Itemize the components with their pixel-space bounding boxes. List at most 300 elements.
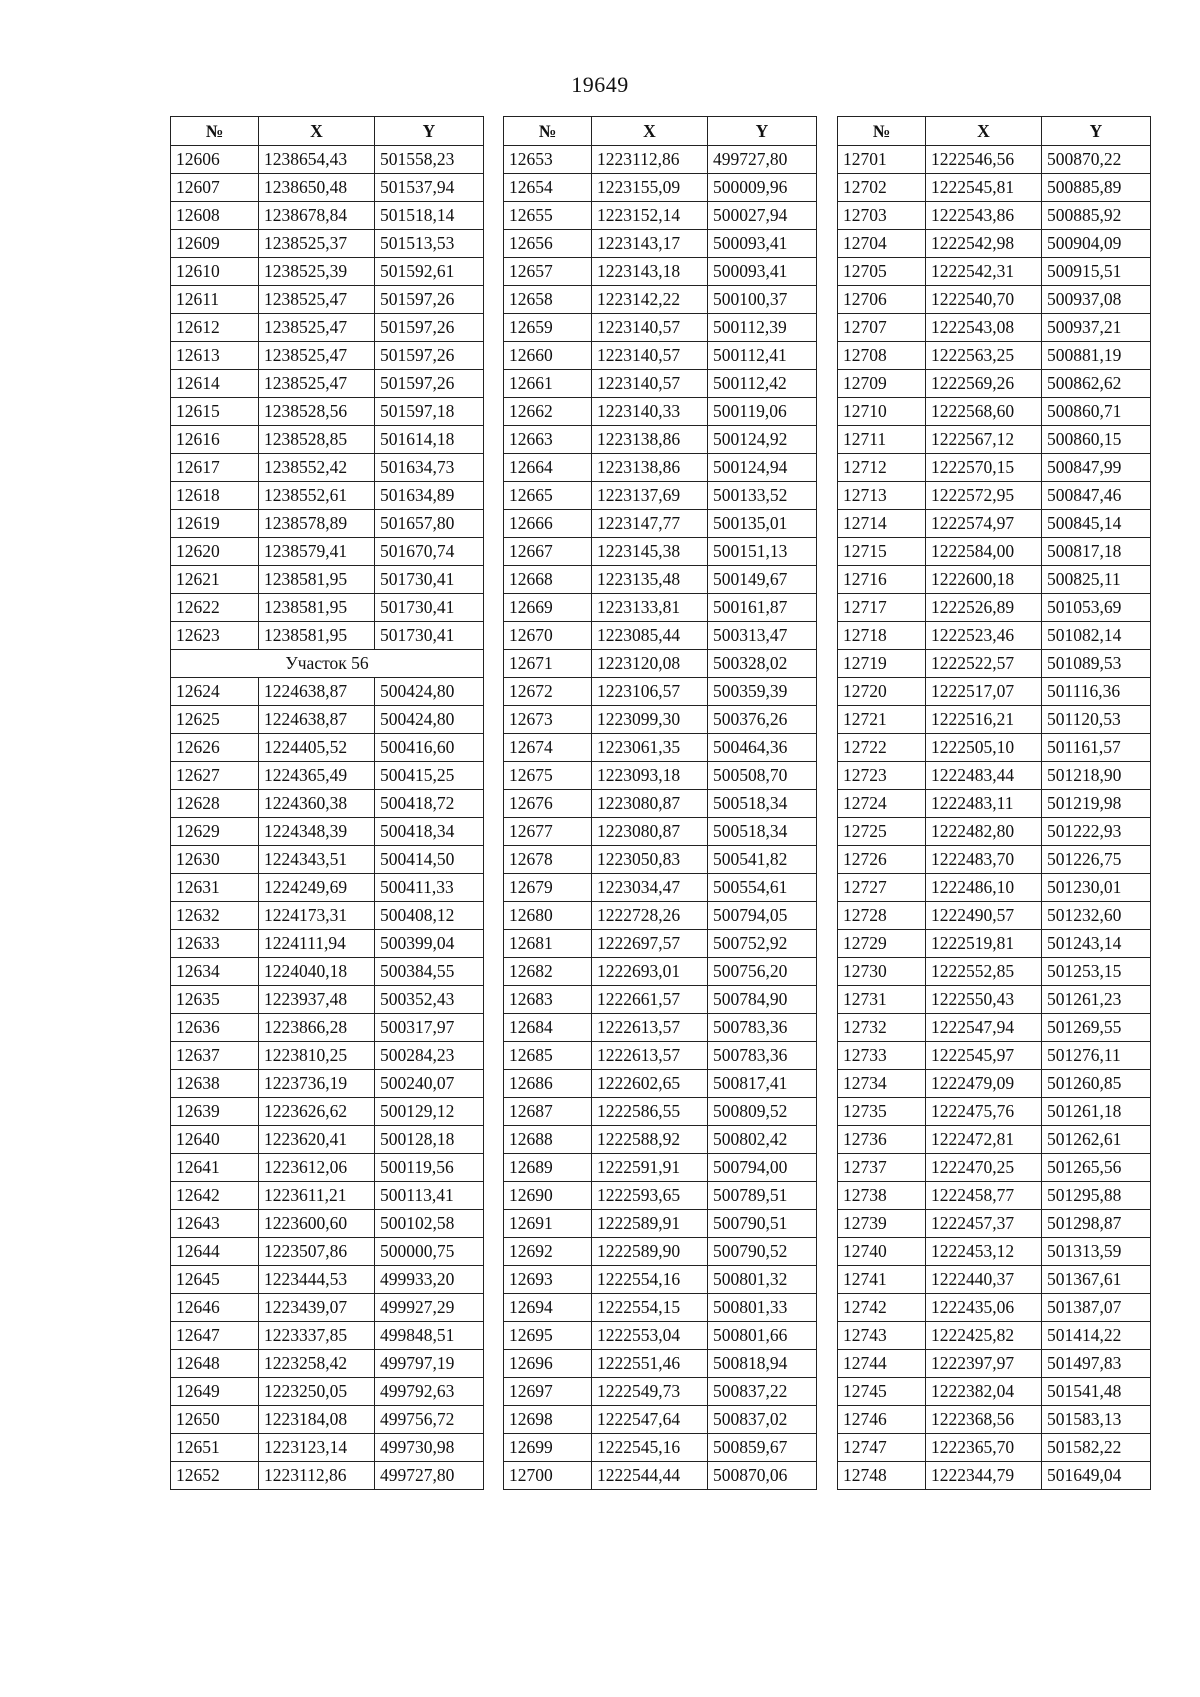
coord-y: 500093,41 — [708, 258, 817, 286]
coord-x: 1222522,57 — [926, 650, 1042, 678]
point-number: 12674 — [504, 734, 592, 762]
point-number: 12621 — [171, 566, 259, 594]
section-label: Участок 56 — [171, 650, 484, 678]
coord-x: 1223140,33 — [592, 398, 708, 426]
coord-x: 1224173,31 — [259, 902, 375, 930]
coord-x: 1223061,35 — [592, 734, 708, 762]
coord-y: 500837,22 — [708, 1378, 817, 1406]
table-row — [838, 930, 1151, 958]
point-number: 12693 — [504, 1266, 592, 1294]
table-row — [504, 790, 817, 818]
table-row — [838, 902, 1151, 930]
coord-x: 1222472,81 — [926, 1126, 1042, 1154]
coord-y: 500794,05 — [708, 902, 817, 930]
coord-y: 501649,04 — [1042, 1462, 1151, 1490]
coord-x: 1222584,00 — [926, 538, 1042, 566]
point-number: 12616 — [171, 426, 259, 454]
coord-y: 501232,60 — [1042, 902, 1151, 930]
coord-x: 1238525,47 — [259, 286, 375, 314]
coord-x: 1223106,57 — [592, 678, 708, 706]
table-row — [171, 314, 484, 342]
coord-x: 1223080,87 — [592, 790, 708, 818]
point-number: 12712 — [838, 454, 926, 482]
coord-y: 501265,56 — [1042, 1154, 1151, 1182]
coord-x: 1222553,04 — [592, 1322, 708, 1350]
coord-x: 1222545,97 — [926, 1042, 1042, 1070]
coord-y: 500027,94 — [708, 202, 817, 230]
coord-x: 1223093,18 — [592, 762, 708, 790]
coord-x: 1222523,46 — [926, 622, 1042, 650]
table-row — [171, 482, 484, 510]
coord-y: 500464,36 — [708, 734, 817, 762]
coord-x: 1223080,87 — [592, 818, 708, 846]
coord-y: 501730,41 — [375, 594, 484, 622]
section-row — [171, 650, 484, 678]
table-row — [171, 510, 484, 538]
point-number: 12681 — [504, 930, 592, 958]
point-number: 12667 — [504, 538, 592, 566]
point-number: 12699 — [504, 1434, 592, 1462]
point-number: 12742 — [838, 1294, 926, 1322]
coord-y: 500399,04 — [375, 930, 484, 958]
coord-y: 500093,41 — [708, 230, 817, 258]
coord-y: 500825,11 — [1042, 566, 1151, 594]
coord-x: 1223611,21 — [259, 1182, 375, 1210]
table-row — [838, 286, 1151, 314]
point-number: 12623 — [171, 622, 259, 650]
coord-x: 1223155,09 — [592, 174, 708, 202]
coord-y: 500100,37 — [708, 286, 817, 314]
point-number: 12628 — [171, 790, 259, 818]
coord-y: 501583,13 — [1042, 1406, 1151, 1434]
coord-x: 1222551,46 — [592, 1350, 708, 1378]
coord-y: 501161,57 — [1042, 734, 1151, 762]
coord-x: 1223137,69 — [592, 482, 708, 510]
point-number: 12671 — [504, 650, 592, 678]
coord-x: 1224365,49 — [259, 762, 375, 790]
point-number: 12726 — [838, 846, 926, 874]
coord-x: 1238525,37 — [259, 230, 375, 258]
coord-y: 500161,87 — [708, 594, 817, 622]
coord-x: 1222693,01 — [592, 958, 708, 986]
table-row — [838, 174, 1151, 202]
coord-y: 500937,08 — [1042, 286, 1151, 314]
point-number: 12738 — [838, 1182, 926, 1210]
point-number: 12706 — [838, 286, 926, 314]
point-number: 12634 — [171, 958, 259, 986]
coord-y: 499933,20 — [375, 1266, 484, 1294]
coord-x: 1222563,25 — [926, 342, 1042, 370]
coord-y: 501387,07 — [1042, 1294, 1151, 1322]
table-row — [504, 146, 817, 174]
table-row — [171, 398, 484, 426]
point-number: 12661 — [504, 370, 592, 398]
table-row — [838, 146, 1151, 174]
table-row — [838, 258, 1151, 286]
coord-y: 501295,88 — [1042, 1182, 1151, 1210]
coord-x: 1238654,43 — [259, 146, 375, 174]
coord-x: 1222519,81 — [926, 930, 1042, 958]
coord-y: 500000,75 — [375, 1238, 484, 1266]
point-number: 12614 — [171, 370, 259, 398]
point-number: 12638 — [171, 1070, 259, 1098]
table-row — [504, 1014, 817, 1042]
point-number: 12724 — [838, 790, 926, 818]
coord-x: 1223112,86 — [592, 146, 708, 174]
table-row — [504, 286, 817, 314]
coord-x: 1222549,73 — [592, 1378, 708, 1406]
coord-y: 501614,18 — [375, 426, 484, 454]
coord-x: 1222475,76 — [926, 1098, 1042, 1126]
coord-x: 1223099,30 — [592, 706, 708, 734]
coord-y: 501597,26 — [375, 370, 484, 398]
point-number: 12636 — [171, 1014, 259, 1042]
point-number: 12730 — [838, 958, 926, 986]
point-number: 12658 — [504, 286, 592, 314]
coord-y: 500904,09 — [1042, 230, 1151, 258]
coord-y: 501276,11 — [1042, 1042, 1151, 1070]
coord-y: 500508,70 — [708, 762, 817, 790]
table-row — [171, 258, 484, 286]
coord-y: 500783,36 — [708, 1042, 817, 1070]
coord-y: 501082,14 — [1042, 622, 1151, 650]
table-row — [838, 370, 1151, 398]
point-number: 12707 — [838, 314, 926, 342]
point-number: 12617 — [171, 454, 259, 482]
coord-x: 1222542,31 — [926, 258, 1042, 286]
point-number: 12686 — [504, 1070, 592, 1098]
coord-x: 1222544,44 — [592, 1462, 708, 1490]
coord-x: 1223612,06 — [259, 1154, 375, 1182]
table-row — [504, 1126, 817, 1154]
coord-x: 1222483,70 — [926, 846, 1042, 874]
point-number: 12677 — [504, 818, 592, 846]
coord-y: 501260,85 — [1042, 1070, 1151, 1098]
coord-y: 501367,61 — [1042, 1266, 1151, 1294]
point-number: 12737 — [838, 1154, 926, 1182]
header-x: X — [926, 117, 1042, 146]
point-number: 12663 — [504, 426, 592, 454]
table-row — [838, 986, 1151, 1014]
coord-y: 499792,63 — [375, 1378, 484, 1406]
table-row — [171, 790, 484, 818]
point-number: 12718 — [838, 622, 926, 650]
point-number: 12741 — [838, 1266, 926, 1294]
coord-y: 500789,51 — [708, 1182, 817, 1210]
point-number: 12624 — [171, 678, 259, 706]
header-y: Y — [708, 117, 817, 146]
coord-y: 500328,02 — [708, 650, 817, 678]
table-row — [171, 846, 484, 874]
coord-x: 1224111,94 — [259, 930, 375, 958]
table-row — [171, 342, 484, 370]
coord-x: 1222457,37 — [926, 1210, 1042, 1238]
coord-y: 500859,67 — [708, 1434, 817, 1462]
table-row — [171, 874, 484, 902]
table-row — [504, 678, 817, 706]
coord-y: 499756,72 — [375, 1406, 484, 1434]
coord-y: 500424,80 — [375, 706, 484, 734]
point-number: 12666 — [504, 510, 592, 538]
point-number: 12652 — [171, 1462, 259, 1490]
table-row — [504, 1154, 817, 1182]
table-row — [838, 622, 1151, 650]
coord-x: 1222588,92 — [592, 1126, 708, 1154]
table-row — [171, 1042, 484, 1070]
table-row — [504, 1070, 817, 1098]
point-number: 12620 — [171, 538, 259, 566]
table-row — [171, 1070, 484, 1098]
point-number: 12685 — [504, 1042, 592, 1070]
table-row — [838, 706, 1151, 734]
coord-y: 501670,74 — [375, 538, 484, 566]
table-row — [838, 1322, 1151, 1350]
point-number: 12743 — [838, 1322, 926, 1350]
table-row — [504, 1462, 817, 1490]
point-number: 12728 — [838, 902, 926, 930]
point-number: 12727 — [838, 874, 926, 902]
coord-y: 501537,94 — [375, 174, 484, 202]
coord-x: 1222569,26 — [926, 370, 1042, 398]
table-row — [171, 986, 484, 1014]
coord-y: 501116,36 — [1042, 678, 1151, 706]
point-number: 12714 — [838, 510, 926, 538]
coord-x: 1223250,05 — [259, 1378, 375, 1406]
point-number: 12648 — [171, 1350, 259, 1378]
table-row — [171, 174, 484, 202]
point-number: 12607 — [171, 174, 259, 202]
point-number: 12689 — [504, 1154, 592, 1182]
coord-x: 1223050,83 — [592, 846, 708, 874]
point-number: 12633 — [171, 930, 259, 958]
coord-x: 1223133,81 — [592, 594, 708, 622]
coord-x: 1223143,17 — [592, 230, 708, 258]
table-row — [838, 874, 1151, 902]
coord-x: 1222543,86 — [926, 202, 1042, 230]
coord-y: 500151,13 — [708, 538, 817, 566]
table-row — [504, 706, 817, 734]
table-row — [171, 594, 484, 622]
coord-y: 500794,00 — [708, 1154, 817, 1182]
point-number: 12647 — [171, 1322, 259, 1350]
coordinates-table-1 — [170, 116, 484, 1490]
coord-y: 501218,90 — [1042, 762, 1151, 790]
table-row — [838, 426, 1151, 454]
table-row — [171, 146, 484, 174]
coord-x: 1222547,64 — [592, 1406, 708, 1434]
coord-y: 500124,92 — [708, 426, 817, 454]
coord-y: 500102,58 — [375, 1210, 484, 1238]
coord-y: 500847,46 — [1042, 482, 1151, 510]
table-row — [504, 1238, 817, 1266]
point-number: 12739 — [838, 1210, 926, 1238]
coord-x: 1222479,09 — [926, 1070, 1042, 1098]
coord-y: 500113,41 — [375, 1182, 484, 1210]
coord-y: 501253,15 — [1042, 958, 1151, 986]
coord-x: 1222546,56 — [926, 146, 1042, 174]
table-row — [171, 286, 484, 314]
point-number: 12615 — [171, 398, 259, 426]
table-row — [838, 1462, 1151, 1490]
table-row — [171, 762, 484, 790]
point-number: 12610 — [171, 258, 259, 286]
table-row — [838, 342, 1151, 370]
coord-x: 1223184,08 — [259, 1406, 375, 1434]
coord-x: 1222554,16 — [592, 1266, 708, 1294]
coord-x: 1222547,94 — [926, 1014, 1042, 1042]
coord-x: 1222586,55 — [592, 1098, 708, 1126]
coord-x: 1222602,65 — [592, 1070, 708, 1098]
point-number: 12642 — [171, 1182, 259, 1210]
point-number: 12670 — [504, 622, 592, 650]
table-row — [838, 1294, 1151, 1322]
table-row — [504, 202, 817, 230]
coord-x: 1222554,15 — [592, 1294, 708, 1322]
coord-x: 1222440,37 — [926, 1266, 1042, 1294]
coord-x: 1223620,41 — [259, 1126, 375, 1154]
point-number: 12701 — [838, 146, 926, 174]
table-row — [838, 202, 1151, 230]
coord-y: 500801,33 — [708, 1294, 817, 1322]
point-number: 12619 — [171, 510, 259, 538]
coord-x: 1224348,39 — [259, 818, 375, 846]
coord-y: 501597,26 — [375, 314, 484, 342]
coord-y: 501597,26 — [375, 286, 484, 314]
coord-x: 1238581,95 — [259, 566, 375, 594]
point-number: 12611 — [171, 286, 259, 314]
coord-y: 500009,96 — [708, 174, 817, 202]
coord-y: 500937,21 — [1042, 314, 1151, 342]
coord-x: 1222572,95 — [926, 482, 1042, 510]
point-number: 12646 — [171, 1294, 259, 1322]
coord-y: 500801,32 — [708, 1266, 817, 1294]
table-row — [838, 1154, 1151, 1182]
point-number: 12655 — [504, 202, 592, 230]
table-row — [504, 230, 817, 258]
coord-x: 1238525,47 — [259, 342, 375, 370]
table-row — [838, 510, 1151, 538]
coord-y: 500817,18 — [1042, 538, 1151, 566]
table-row — [171, 426, 484, 454]
coord-y: 500376,26 — [708, 706, 817, 734]
table-row — [838, 454, 1151, 482]
point-number: 12745 — [838, 1378, 926, 1406]
table-row — [838, 1434, 1151, 1462]
coord-y: 499727,80 — [708, 146, 817, 174]
point-number: 12744 — [838, 1350, 926, 1378]
table-row — [171, 1210, 484, 1238]
coord-x: 1222526,89 — [926, 594, 1042, 622]
coordinates-table-2 — [503, 116, 817, 1490]
header-number: № — [171, 117, 259, 146]
coord-y: 500424,80 — [375, 678, 484, 706]
coord-y: 500862,62 — [1042, 370, 1151, 398]
point-number: 12700 — [504, 1462, 592, 1490]
coord-y: 501597,18 — [375, 398, 484, 426]
coord-y: 500149,67 — [708, 566, 817, 594]
point-number: 12698 — [504, 1406, 592, 1434]
table-row — [504, 622, 817, 650]
header-y: Y — [1042, 117, 1151, 146]
point-number: 12654 — [504, 174, 592, 202]
coord-x: 1223810,25 — [259, 1042, 375, 1070]
point-number: 12664 — [504, 454, 592, 482]
coord-y: 500518,34 — [708, 790, 817, 818]
coord-x: 1223626,62 — [259, 1098, 375, 1126]
coord-y: 501634,89 — [375, 482, 484, 510]
table-row — [838, 790, 1151, 818]
coord-x: 1223140,57 — [592, 370, 708, 398]
coord-y: 501261,23 — [1042, 986, 1151, 1014]
coord-y: 500847,99 — [1042, 454, 1151, 482]
point-number: 12683 — [504, 986, 592, 1014]
coord-y: 500885,92 — [1042, 202, 1151, 230]
table-row — [171, 1350, 484, 1378]
coord-y: 501298,87 — [1042, 1210, 1151, 1238]
point-number: 12669 — [504, 594, 592, 622]
coord-y: 500790,51 — [708, 1210, 817, 1238]
coord-x: 1238525,47 — [259, 370, 375, 398]
table-row — [838, 846, 1151, 874]
coord-x: 1224638,87 — [259, 678, 375, 706]
coord-x: 1223600,60 — [259, 1210, 375, 1238]
coord-y: 501269,55 — [1042, 1014, 1151, 1042]
coord-y: 499797,19 — [375, 1350, 484, 1378]
table-row — [504, 846, 817, 874]
coord-y: 500801,66 — [708, 1322, 817, 1350]
table-row — [838, 678, 1151, 706]
coord-x: 1222550,43 — [926, 986, 1042, 1014]
table-row — [171, 1098, 484, 1126]
table-row — [171, 1154, 484, 1182]
coord-x: 1222591,91 — [592, 1154, 708, 1182]
coord-y: 501592,61 — [375, 258, 484, 286]
table-header-row — [838, 117, 1151, 146]
point-number: 12609 — [171, 230, 259, 258]
point-number: 12720 — [838, 678, 926, 706]
table-row — [838, 1014, 1151, 1042]
table-row — [171, 678, 484, 706]
table-row — [171, 1294, 484, 1322]
coord-y: 500112,39 — [708, 314, 817, 342]
coord-x: 1222543,08 — [926, 314, 1042, 342]
coord-x: 1224249,69 — [259, 874, 375, 902]
coord-x: 1238525,47 — [259, 314, 375, 342]
coord-x: 1238528,85 — [259, 426, 375, 454]
coord-y: 501313,59 — [1042, 1238, 1151, 1266]
point-number: 12618 — [171, 482, 259, 510]
table-row — [171, 1126, 484, 1154]
table-row — [504, 370, 817, 398]
table-row — [504, 538, 817, 566]
coord-x: 1238578,89 — [259, 510, 375, 538]
table-row — [171, 230, 484, 258]
point-number: 12644 — [171, 1238, 259, 1266]
table-row — [504, 1406, 817, 1434]
table-row — [504, 454, 817, 482]
point-number: 12747 — [838, 1434, 926, 1462]
coord-y: 500915,51 — [1042, 258, 1151, 286]
table-row — [504, 1378, 817, 1406]
coord-y: 500756,20 — [708, 958, 817, 986]
coord-x: 1224360,38 — [259, 790, 375, 818]
coord-x: 1223337,85 — [259, 1322, 375, 1350]
coord-y: 500129,12 — [375, 1098, 484, 1126]
point-number: 12637 — [171, 1042, 259, 1070]
coord-y: 500881,19 — [1042, 342, 1151, 370]
coord-y: 500112,41 — [708, 342, 817, 370]
coord-x: 1222516,21 — [926, 706, 1042, 734]
